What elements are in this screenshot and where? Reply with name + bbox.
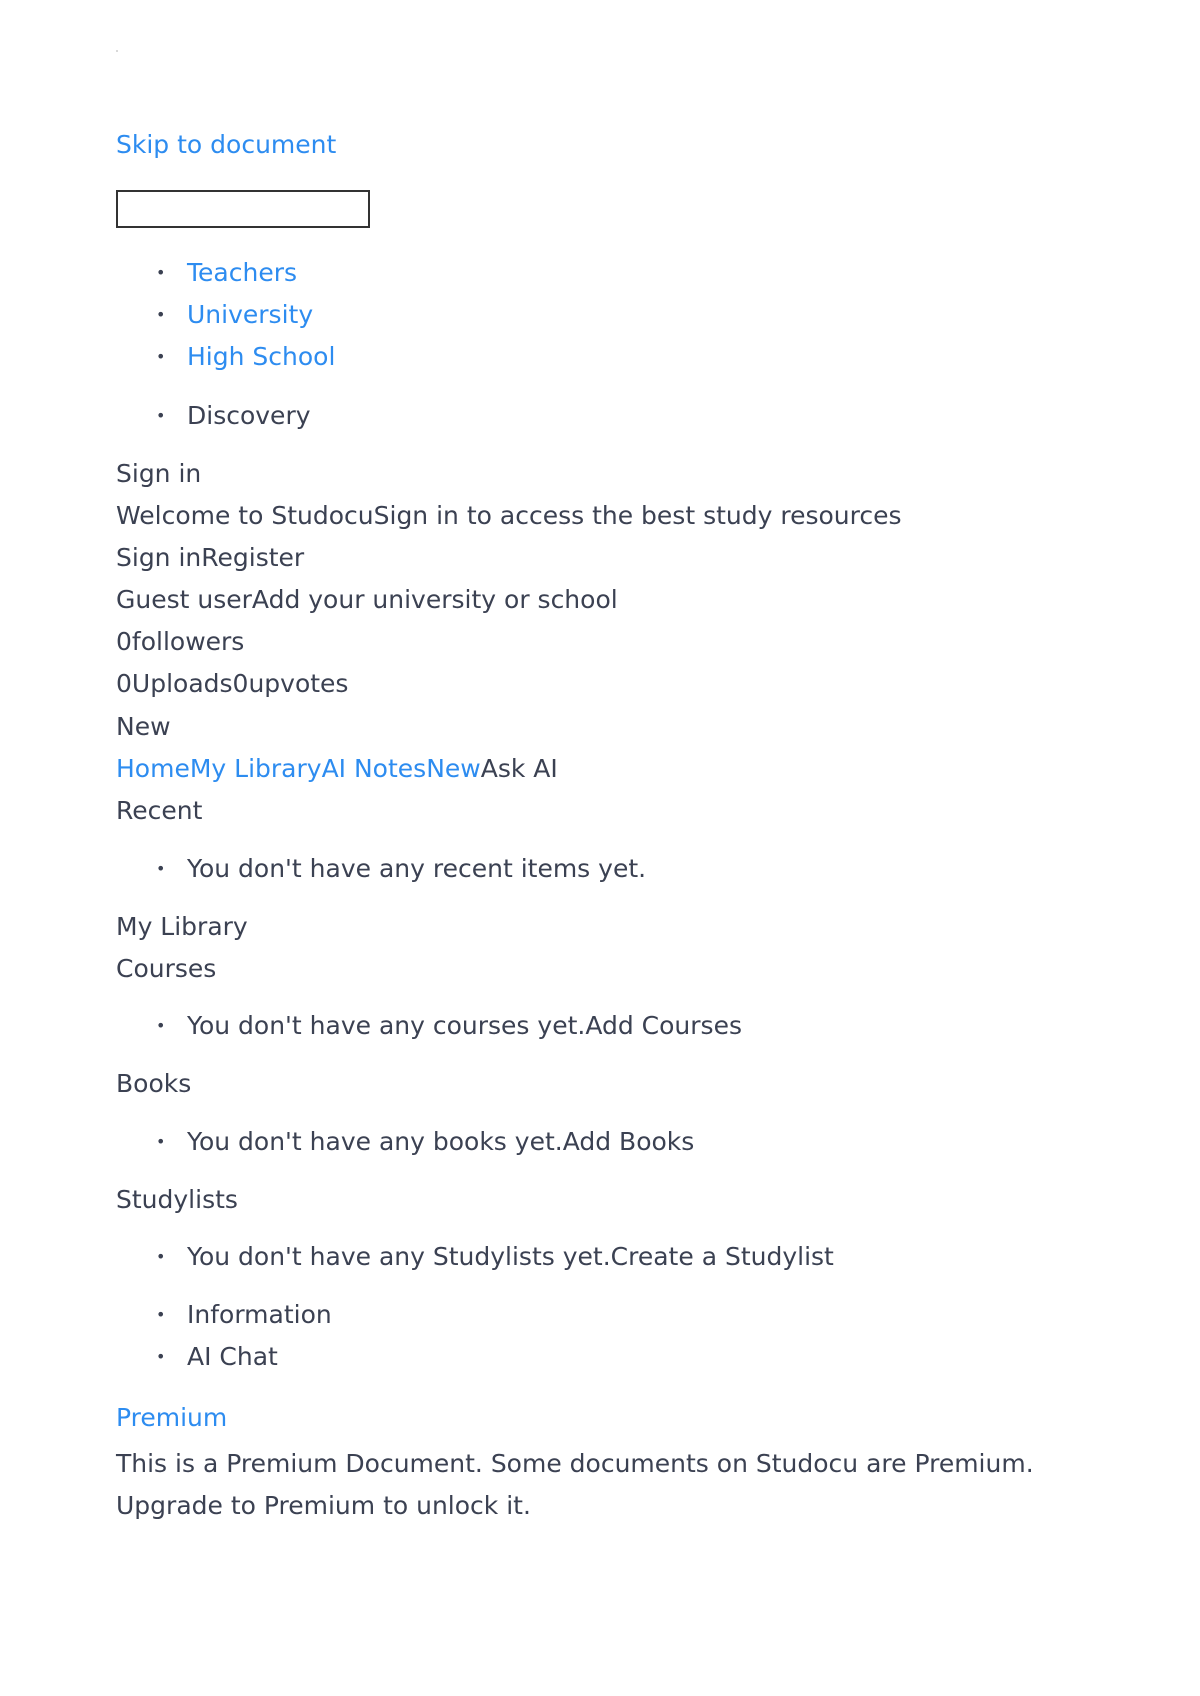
bullet-icon: • [156,1305,166,1324]
premium-row [116,1401,227,1435]
upvotes-count: 0 [232,669,249,698]
premium-link[interactable]: Premium [116,1403,228,1432]
top-nav-link-university[interactable]: University [187,300,314,329]
main-nav [116,752,558,786]
new-badge: New [116,712,171,741]
followers-label: followers [131,627,245,656]
bullet-icon: • [156,406,166,425]
nav-ai-notes-new-badge[interactable]: New [426,754,481,783]
decorative-dot [116,50,118,52]
list-item [156,1240,834,1282]
list-item [156,852,646,894]
tab-information[interactable] [156,1298,332,1340]
tab-ai-chat[interactable] [156,1340,332,1382]
uploads-label: Uploads [131,669,233,698]
bullet-icon: • [156,1247,166,1266]
tab-ai-chat-label[interactable]: AI Chat [187,1342,278,1371]
top-nav-link-high-school[interactable]: High School [187,342,336,371]
stats-row [116,667,348,701]
tab-information-label[interactable]: Information [187,1300,332,1329]
signin-heading: Sign in [116,459,202,488]
recent-list [156,852,646,894]
discovery-list [156,399,311,441]
nav-ai-notes-link[interactable]: AI Notes [321,754,427,783]
register-button[interactable]: Register [201,543,305,572]
add-books-button[interactable]: Add Books [562,1127,695,1156]
bullet-icon: • [156,347,166,366]
courses-heading: Courses [116,954,217,983]
top-nav-item-high-school [156,340,335,382]
followers-row [116,625,244,659]
guest-row [116,583,618,617]
followers-count: 0 [116,627,132,656]
bullet-icon: • [156,1347,166,1366]
auth-row [116,541,304,575]
welcome-subtitle: Sign in to access the best study resources [373,501,902,530]
top-nav-link-teachers[interactable]: Teachers [187,258,297,287]
add-school-link[interactable]: Add your university or school [251,585,618,614]
studylists-empty-text: You don't have any Studylists yet. [187,1242,611,1271]
bullet-icon: • [156,305,166,324]
discovery-label[interactable]: Discovery [187,401,311,430]
list-item [156,1009,742,1051]
skip-to-document-link[interactable]: Skip to document [116,130,337,159]
recent-heading: Recent [116,796,203,825]
top-nav-list [156,256,335,382]
upvotes-label: upvotes [248,669,349,698]
books-empty-text: You don't have any books yet. [187,1127,563,1156]
courses-empty-text: You don't have any courses yet. [187,1011,586,1040]
courses-list [156,1009,742,1051]
premium-message: This is a Premium Document. Some documents on Studocu are Premium. Upgrade to Premium to unlock it. [116,1449,1034,1520]
search-input[interactable] [116,190,370,228]
welcome-row [116,499,902,533]
studylists-list [156,1240,834,1282]
bullet-icon: • [156,859,166,878]
list-item [156,1125,694,1167]
document-tabs [156,1298,332,1382]
welcome-title: Welcome to Studocu [116,501,374,530]
bullet-icon: • [156,1132,166,1151]
uploads-count: 0 [116,669,132,698]
bullet-icon: • [156,1016,166,1035]
nav-ask-ai-button[interactable]: Ask AI [480,754,558,783]
nav-my-library-link[interactable]: My Library [189,754,322,783]
my-library-heading: My Library [116,912,248,941]
nav-home-link[interactable]: Home [116,754,190,783]
add-courses-button[interactable]: Add Courses [585,1011,742,1040]
books-heading: Books [116,1069,192,1098]
skip-to-document-row [116,128,336,162]
studylists-heading: Studylists [116,1185,238,1214]
books-list [156,1125,694,1167]
bullet-icon: • [156,263,166,282]
top-nav-item-teachers [156,256,335,298]
top-nav-item-university [156,298,335,340]
create-studylist-button[interactable]: Create a Studylist [610,1242,834,1271]
recent-empty-text: You don't have any recent items yet. [187,854,647,883]
discovery-menu-item[interactable] [156,399,311,441]
guest-user-name: Guest user [116,585,252,614]
sign-in-button[interactable]: Sign in [116,543,202,572]
